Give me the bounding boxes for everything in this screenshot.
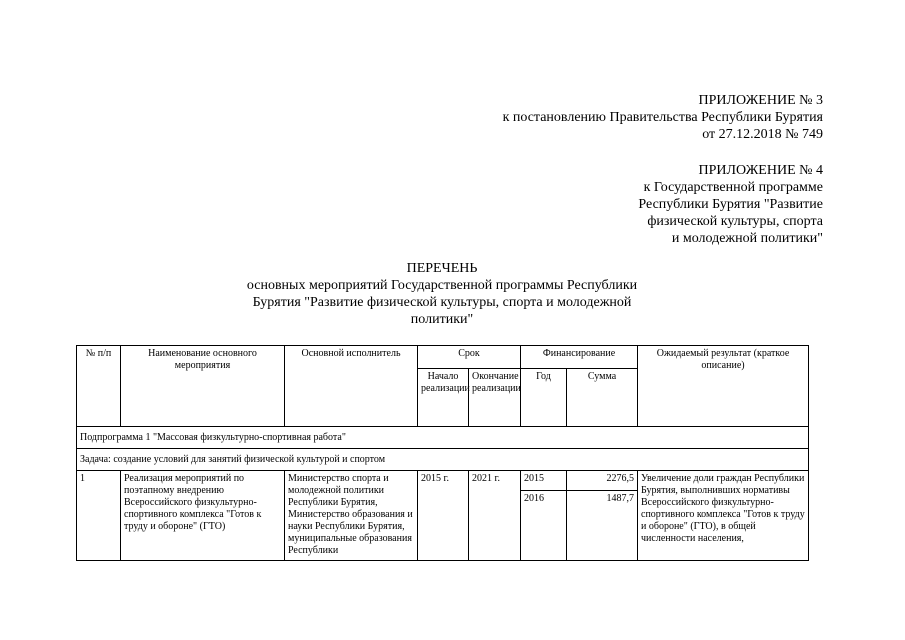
header-executor: Основной исполнитель	[285, 346, 418, 427]
header-end: Окончание реализации	[469, 369, 521, 427]
row-end: 2021 г.	[469, 471, 521, 561]
appendix-4-line: физической культуры, спорта	[647, 214, 823, 229]
header-start: Начало реализации	[418, 369, 469, 427]
task-row	[77, 449, 809, 471]
appendix-4-block	[638, 162, 823, 247]
appendix-3-block	[503, 92, 823, 143]
table-row	[77, 471, 809, 491]
financing-sum: 1487,7	[567, 491, 638, 561]
document-title: ПЕРЕЧЕНЬ	[406, 261, 478, 276]
header-sum: Сумма	[567, 369, 638, 427]
financing-year: 2015	[521, 471, 567, 491]
subprogram-row	[77, 427, 809, 449]
row-result: Увеличение доли граждан Республики Бурятия, выполнивших нормативы Всероссийского физкультурно-спортивного комплекса "Готов к труду и обороне" (ГТО), в общей численности населения,	[638, 471, 809, 561]
header-num: № п/п	[77, 346, 121, 427]
table-header-row	[77, 346, 809, 369]
row-executor: Министерство спорта и молодежной политики Республики Бурятия, Министерство образования и науки Республики Бурятия, муниципальные образования Республики	[285, 471, 418, 561]
row-name: Реализация мероприятий по поэтапному внедрению Всероссийского физкультурно-спортивного комплекса "Готов к труду и обороне" (ГТО)	[121, 471, 285, 561]
document-subtitle-line: Бурятия "Развитие физической культуры, спорта и молодежной	[252, 295, 632, 310]
measures-table	[76, 345, 809, 561]
appendix-3-line1: к постановлению Правительства Республики Бурятия	[502, 110, 823, 125]
subprogram-label: Подпрограмма 1 "Массовая физкультурно-спортивная работа"	[77, 427, 809, 449]
row-num: 1	[77, 471, 121, 561]
appendix-4-title: ПРИЛОЖЕНИЕ № 4	[698, 163, 823, 178]
header-financing: Финансирование	[521, 346, 638, 369]
appendix-3-line2: от 27.12.2018 № 749	[702, 127, 823, 142]
financing-sum: 2276,5	[567, 471, 638, 491]
header-year: Год	[521, 369, 567, 427]
header-result: Ожидаемый результат (краткое описание)	[638, 346, 809, 427]
document-heading	[222, 260, 662, 328]
financing-year: 2016	[521, 491, 567, 561]
header-name: Наименование основного мероприятия	[121, 346, 285, 427]
row-start: 2015 г.	[418, 471, 469, 561]
appendix-4-line: и молодежной политики"	[671, 231, 823, 246]
task-label: Задача: создание условий для занятий физической культурой и спортом	[77, 449, 809, 471]
appendix-4-line: к Государственной программе	[643, 180, 823, 195]
document-subtitle-line: основных мероприятий Государственной программы Республики	[246, 278, 638, 293]
appendix-4-line: Республики Бурятия "Развитие	[638, 197, 823, 212]
document-subtitle-line: политики"	[410, 312, 474, 327]
header-term: Срок	[418, 346, 521, 369]
appendix-3-title: ПРИЛОЖЕНИЕ № 3	[698, 93, 823, 108]
